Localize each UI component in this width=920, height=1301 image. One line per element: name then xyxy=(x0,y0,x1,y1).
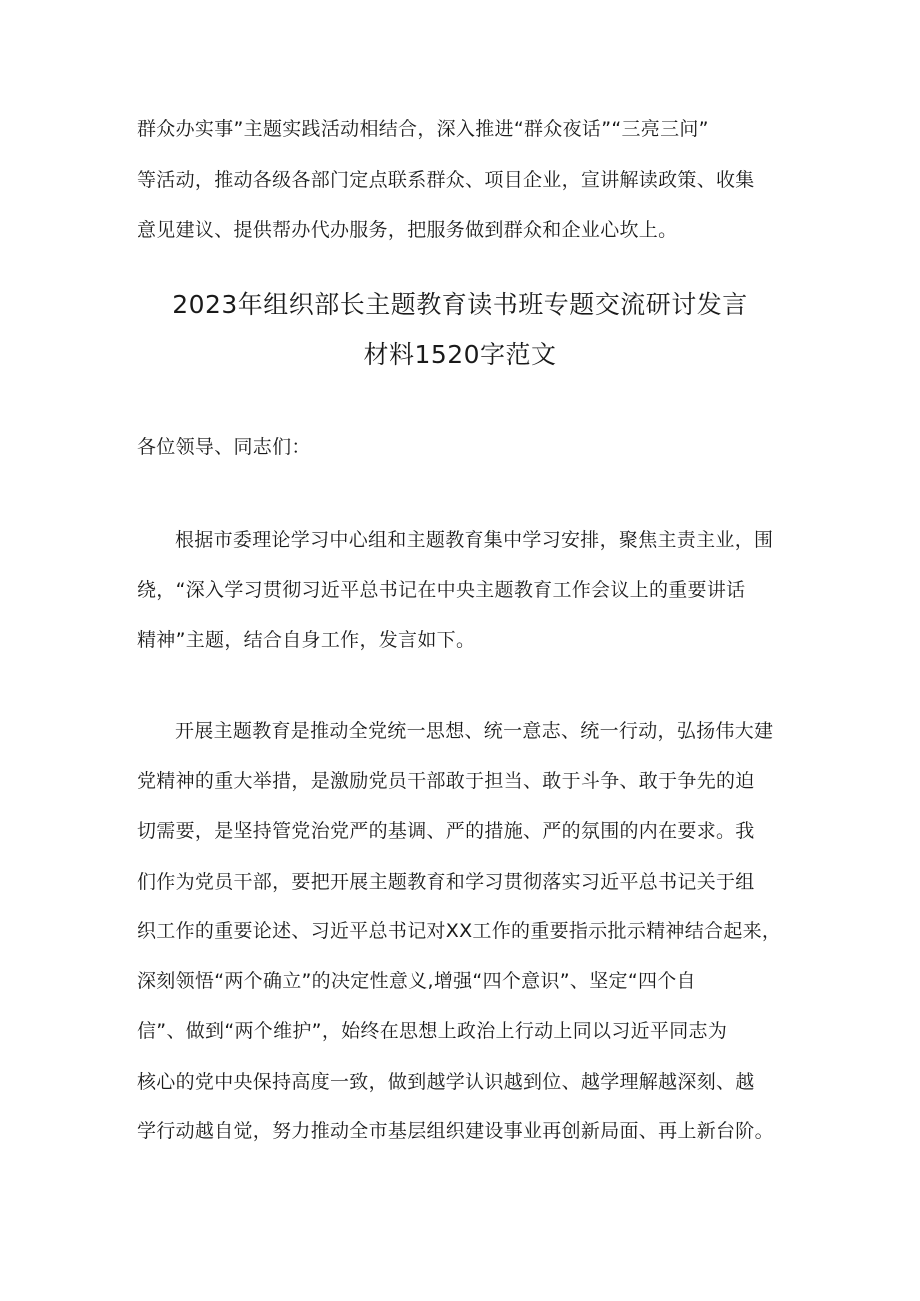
paragraph-line: 信”、做到“两个维护”，始终在思想上政治上行动上同以习近平同志为 xyxy=(137,1020,728,1042)
title-line: 2023年组织部长主题教育读书班专题交流研讨发言 xyxy=(172,290,748,319)
paragraph-line: 开展主题教育是推动全党统一思想、统一意志、统一行动，弘扬伟大建 xyxy=(175,720,774,742)
intro-line: 群众办实事”主题实践活动相结合，深入推进“群众夜话”“三亮三问” xyxy=(137,118,709,140)
title-line: 材料1520字范文 xyxy=(363,340,557,369)
paragraph-line: 们作为党员干部，要把开展主题教育和学习贯彻落实习近平总书记关于组 xyxy=(137,871,755,893)
paragraph-line: 精神”主题，结合自身工作，发言如下。 xyxy=(137,629,476,651)
paragraph-line: 党精神的重大举措，是激励党员干部敢于担当、敢于斗争、敢于争先的迫 xyxy=(137,770,755,792)
paragraph-line: 织工作的重要论述、习近平总书记对XX工作的重要指示批示精神结合起来， xyxy=(137,920,782,942)
salutation: 各位领导、同志们： xyxy=(137,436,311,458)
intro-line: 等活动，推动各级各部门定点联系群众、项目企业，宣讲解读政策、收集 xyxy=(137,169,755,191)
paragraph-line: 核心的党中央保持高度一致，做到越学认识越到位、越学理解越深刻、越 xyxy=(137,1071,755,1093)
paragraph-line: 绕，“深入学习贯彻习近平总书记在中央主题教育工作会议上的重要讲话 xyxy=(137,579,746,601)
paragraph-line: 根据市委理论学习中心组和主题教育集中学习安排，聚焦主责主业，围 xyxy=(175,529,774,551)
paragraph-line: 学行动越自觉，努力推动全市基层组织建设事业再创新局面、再上新台阶。 xyxy=(137,1120,774,1142)
paragraph-line: 切需要，是坚持管党治党严的基调、严的措施、严的氛围的内在要求。我 xyxy=(137,820,755,842)
intro-line: 意见建议、提供帮办代办服务，把服务做到群众和企业心坎上。 xyxy=(137,219,678,241)
paragraph-line: 深刻领悟“两个确立”的决定性意义,增强“四个意识”、坚定“四个自 xyxy=(137,970,696,992)
